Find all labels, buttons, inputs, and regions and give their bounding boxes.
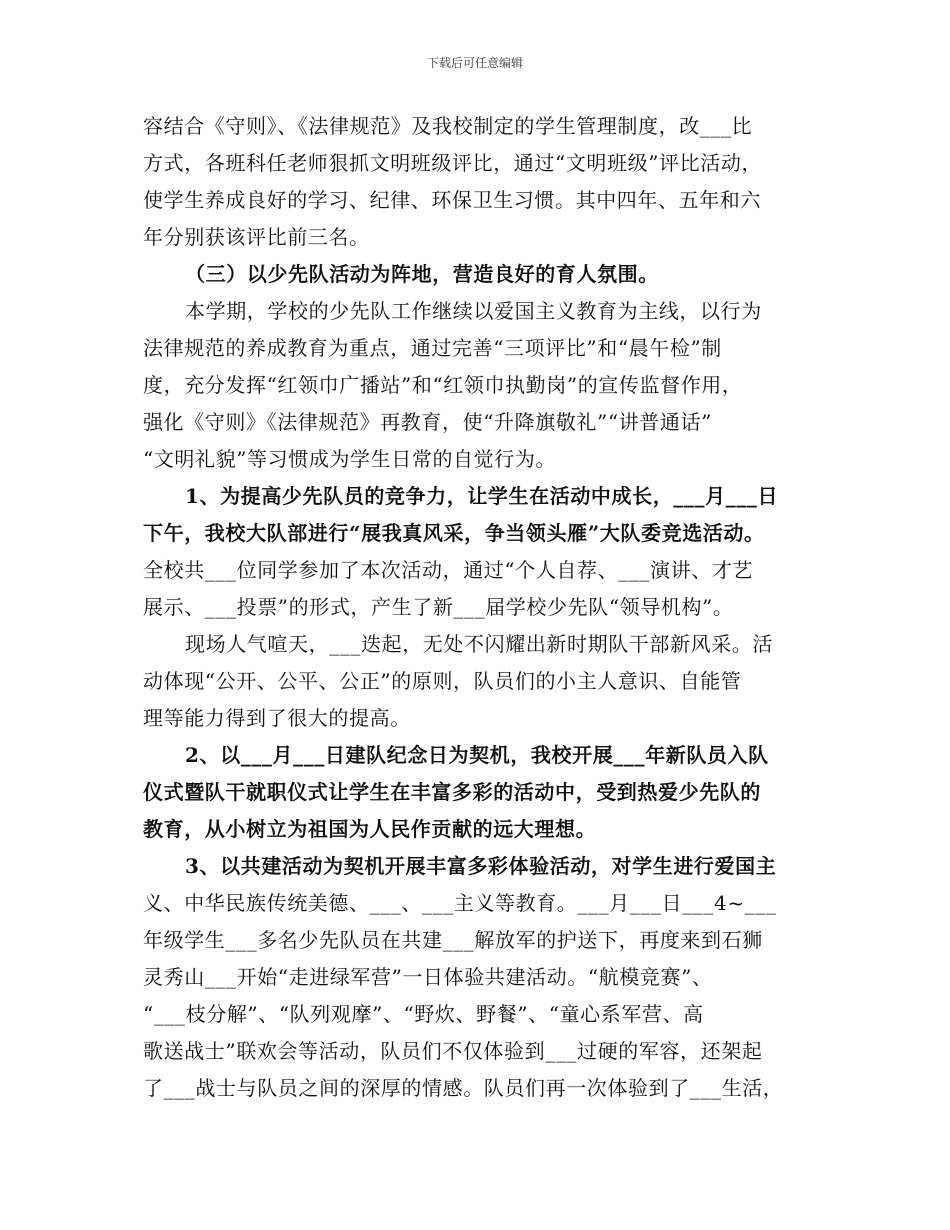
text-line: 全校共___位同学参加了本次活动，通过“个人自荐、___演讲、才艺 [143,558,754,582]
text-line: 1、为提高少先队员的竞争力，让学生在活动中成长，___月___日 [185,484,779,508]
text-line: 使学生养成良好的学习、纪律、环保卫生习惯。其中四年、五年和六 [143,188,761,212]
text-line: 动体现“公开、公平、公正”的原则，队员们的小主人意识、自能管 [143,669,742,693]
text-line: 现场人气喧天，___迭起，无处不闪耀出新时期队干部新风采。活 [185,632,773,656]
text-line: 教育，从小树立为祖国为人民作贡献的远大理想。 [143,817,597,841]
text-line: 容结合《守则》、《法律规范》及我校制定的学生管理制度，改___比 [143,114,753,138]
text-line: 灵秀山___开始“走进绿军营”一日体验共建活动。“航模竞赛”、 [143,965,713,989]
text-line: 2、以___月___日建队纪念日为契机，我校开展___年新队员入队 [185,743,769,767]
text-line: （三）以少先队活动为阵地，营造良好的育人氛围。 [185,262,659,286]
text-line: 仪式暨队干就职仪式让学生在丰富多彩的活动中，受到热爱少先队的 [143,780,761,804]
text-line: 歌送战士”联欢会等活动，队员们不仅体验到___过硬的军容，还架起 [143,1039,763,1063]
text-line: 理等能力得到了很大的提高。 [143,706,411,730]
text-line: 下午，我校大队部进行“展我真风采，争当领头雁”大队委竞选活动。 [143,521,765,545]
text-line: 义、中华民族传统美德、___、___主义等教育。___月___日___4~___ [143,891,777,915]
text-line: 度，充分发挥“红领巾广播站”和“红领巾执勤岗”的宣传监督作用， [143,373,743,397]
text-line: 年级学生___多名少先队员在共建___解放军的护送下，再度来到石狮 [143,928,763,952]
text-line: 年分别获该评比前三名。 [143,225,370,249]
text-line: 了___战士与队员之间的深厚的情感。队员们再一次体验到了___生活， [143,1076,784,1100]
text-line: “___枝分解”、“队列观摩”、“野炊、野餐”、“童心系军营、高 [143,1002,704,1026]
document-body [143,108,813,1107]
page-header: 下载后可任意编辑 [426,56,523,70]
text-line: 展示、___投票”的形式，产生了新___届学校少先队“领导机构”。 [143,595,734,619]
text-line: 法律规范的养成教育为重点，通过完善“三项评比”和“晨午检”制 [143,336,722,360]
text-line: “文明礼貌”等习惯成为学生日常的自觉行为。 [143,447,557,471]
text-line: 3、以共建活动为契机开展丰富多彩体验活动，对学生进行爱国主 [185,854,777,878]
text-line: 强化《守则》《法律规范》再教育，使“升降旗敬礼”“讲普通话” [143,410,712,434]
text-line: 方式，各班科任老师狠抓文明班级评比，通过“文明班级”评比活动， [143,151,763,175]
text-line: 本学期，学校的少先队工作继续以爱国主义教育为主线，以行为 [185,299,762,323]
